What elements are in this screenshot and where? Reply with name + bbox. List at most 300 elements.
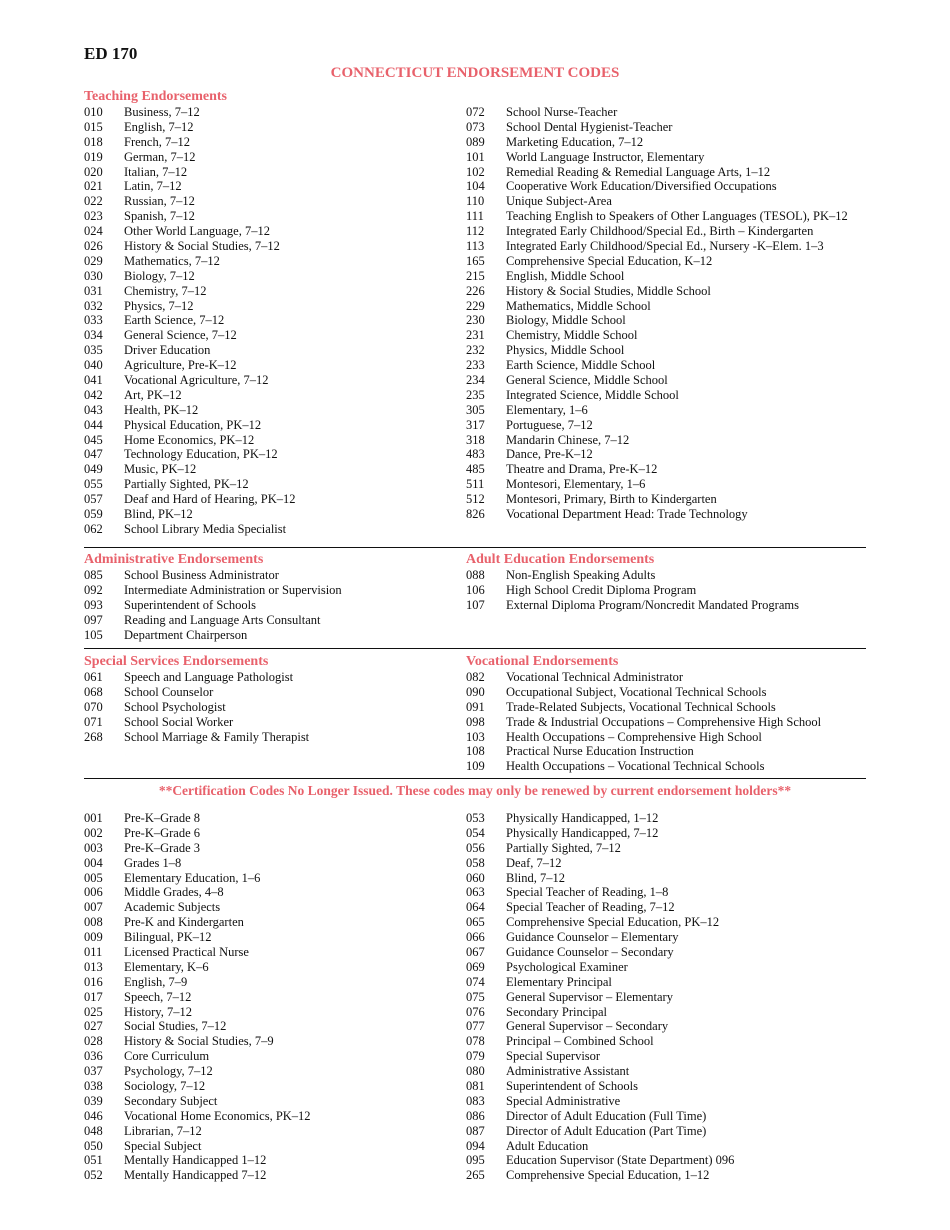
endorsement-code: 043 (84, 402, 103, 417)
endorsement-row (466, 856, 866, 871)
endorsement-row (466, 373, 866, 388)
endorsement-label: Comprehensive Special Education, 1–12 (506, 1168, 710, 1183)
endorsement-code: 071 (84, 714, 103, 729)
endorsement-label: French, 7–12 (124, 134, 190, 149)
endorsement-label: School Library Media Specialist (124, 521, 287, 536)
endorsement-label: Earth Science, Middle School (506, 358, 656, 373)
endorsement-code: 090 (466, 684, 485, 699)
endorsement-code: 067 (466, 945, 485, 960)
endorsement-row (84, 135, 454, 150)
endorsement-code: 072 (466, 105, 485, 119)
endorsement-row (84, 1139, 454, 1154)
endorsement-label: German, 7–12 (124, 149, 196, 164)
endorsement-row (466, 165, 866, 180)
endorsement-label: School Marriage & Family Therapist (124, 729, 310, 744)
adult-education-list (466, 568, 866, 613)
endorsement-row (466, 990, 866, 1005)
endorsement-code: 045 (84, 432, 103, 447)
endorsement-code: 073 (466, 119, 485, 134)
endorsement-row (466, 254, 866, 269)
endorsement-row (466, 685, 866, 700)
endorsement-code: 483 (466, 447, 485, 462)
endorsement-label: Special Subject (124, 1138, 202, 1153)
endorsement-row (84, 477, 454, 492)
endorsement-label: Special Teacher of Reading, 7–12 (506, 900, 675, 915)
endorsement-code: 022 (84, 194, 103, 209)
endorsement-row (84, 1079, 454, 1094)
endorsement-label: General Science, Middle School (506, 373, 668, 388)
endorsement-code: 265 (466, 1168, 485, 1183)
endorsement-code: 085 (84, 568, 103, 582)
endorsement-code: 025 (84, 1004, 103, 1019)
endorsement-code: 046 (84, 1108, 103, 1123)
endorsement-code: 231 (466, 328, 485, 343)
endorsement-label: Music, PK–12 (124, 462, 197, 477)
endorsement-code: 069 (466, 959, 485, 974)
endorsement-label: Business, 7–12 (124, 105, 200, 119)
endorsement-code: 080 (466, 1064, 485, 1079)
endorsement-code: 070 (84, 699, 103, 714)
endorsement-label: Vocational Technical Administrator (506, 670, 684, 684)
endorsement-row (466, 269, 866, 284)
no-longer-issued-left-column (84, 811, 454, 1183)
endorsement-label: Special Teacher of Reading, 1–8 (506, 885, 669, 900)
endorsement-label: Guidance Counselor – Secondary (506, 945, 674, 960)
no-longer-issued-left-list (84, 811, 454, 1183)
endorsement-code: 108 (466, 744, 485, 759)
endorsement-code: 007 (84, 900, 103, 915)
endorsement-row (466, 1094, 866, 1109)
endorsement-code: 226 (466, 283, 485, 298)
endorsement-row (466, 945, 866, 960)
endorsement-code: 075 (466, 989, 485, 1004)
endorsement-label: Vocational Agriculture, 7–12 (124, 373, 269, 388)
endorsement-row (84, 150, 454, 165)
divider (84, 547, 866, 548)
section-title-teaching: Teaching Endorsements (84, 89, 228, 104)
endorsement-label: Middle Grades, 4–8 (124, 885, 224, 900)
endorsement-row (466, 462, 866, 477)
endorsement-label: Guidance Counselor – Elementary (506, 930, 679, 945)
section-title-administrative: Administrative Endorsements (84, 552, 264, 567)
endorsement-label: Reading and Language Arts Consultant (124, 612, 321, 627)
endorsement-code: 109 (466, 759, 485, 774)
endorsement-label: Pre-K–Grade 6 (124, 825, 201, 840)
endorsement-code: 002 (84, 825, 103, 840)
endorsement-row (466, 105, 866, 120)
endorsement-label: History & Social Studies, 7–12 (124, 239, 280, 254)
endorsement-code: 102 (466, 164, 485, 179)
endorsement-code: 034 (84, 328, 103, 343)
section-title-vocational: Vocational Endorsements (466, 654, 619, 669)
endorsement-code: 106 (466, 582, 485, 597)
endorsement-code: 103 (466, 729, 485, 744)
endorsement-row (466, 284, 866, 299)
endorsement-row (84, 841, 454, 856)
endorsement-row (466, 135, 866, 150)
endorsement-code: 110 (466, 194, 485, 209)
endorsement-row (466, 1079, 866, 1094)
endorsement-row (84, 1094, 454, 1109)
endorsement-label: Physics, 7–12 (124, 298, 194, 313)
endorsement-row (84, 1019, 454, 1034)
endorsement-code: 042 (84, 387, 103, 402)
endorsement-label: Pre-K–Grade 8 (124, 811, 201, 825)
endorsement-label: School Psychologist (124, 699, 226, 714)
endorsement-label: Comprehensive Special Education, PK–12 (506, 915, 720, 930)
endorsement-code: 011 (84, 945, 103, 960)
endorsement-code: 010 (84, 105, 103, 119)
endorsement-label: Non-English Speaking Adults (506, 568, 656, 582)
endorsement-label: Partially Sighted, 7–12 (506, 840, 621, 855)
no-longer-issued-notice: **Certification Codes No Longer Issued. These codes may only be renewed by current endorsement holders** (158, 783, 792, 798)
endorsement-row (466, 900, 866, 915)
endorsement-label: Spanish, 7–12 (124, 209, 195, 224)
endorsement-row (466, 209, 866, 224)
endorsement-code: 056 (466, 840, 485, 855)
endorsement-code: 074 (466, 974, 485, 989)
endorsement-row (84, 730, 454, 745)
divider (84, 778, 866, 779)
vocational-column (466, 654, 866, 774)
endorsement-label: History & Social Studies, 7–9 (124, 1034, 274, 1049)
endorsement-code: 013 (84, 959, 103, 974)
endorsement-label: Academic Subjects (124, 900, 221, 915)
endorsement-label: Occupational Subject, Vocational Technical Schools (506, 684, 767, 699)
endorsement-label: Vocational Home Economics, PK–12 (124, 1108, 311, 1123)
divider (84, 648, 866, 649)
endorsement-code: 064 (466, 900, 485, 915)
endorsement-label: School Counselor (124, 684, 214, 699)
endorsement-code: 095 (466, 1153, 485, 1168)
endorsement-label: Unique Subject-Area (506, 194, 612, 209)
endorsement-code: 101 (466, 149, 485, 164)
endorsement-code: 511 (466, 477, 485, 492)
endorsement-label: Trade & Industrial Occupations – Comprehensive High School (506, 714, 822, 729)
endorsement-code: 029 (84, 253, 103, 268)
endorsement-row (466, 1109, 866, 1124)
endorsement-label: Social Studies, 7–12 (124, 1019, 227, 1034)
endorsement-code: 018 (84, 134, 103, 149)
endorsement-row (466, 1139, 866, 1154)
endorsement-row (466, 975, 866, 990)
endorsement-row (84, 856, 454, 871)
endorsement-code: 512 (466, 492, 485, 507)
endorsement-label: Blind, PK–12 (124, 507, 193, 522)
endorsement-code: 079 (466, 1049, 485, 1064)
endorsement-code: 031 (84, 283, 103, 298)
endorsement-label: Earth Science, 7–12 (124, 313, 225, 328)
endorsement-row (84, 715, 454, 730)
endorsement-label: Driver Education (124, 343, 211, 358)
endorsement-label: Pre-K and Kindergarten (124, 915, 244, 930)
endorsement-code: 083 (466, 1093, 485, 1108)
endorsement-label: General Supervisor – Secondary (506, 1019, 669, 1034)
endorsement-code: 054 (466, 825, 485, 840)
endorsement-code: 021 (84, 179, 103, 194)
endorsement-label: Dance, Pre-K–12 (506, 447, 593, 462)
endorsement-row (466, 583, 866, 598)
endorsement-row (466, 224, 866, 239)
endorsement-row (466, 700, 866, 715)
teaching-left-list (84, 105, 454, 537)
endorsement-label: Agriculture, Pre-K–12 (124, 358, 237, 373)
endorsement-code: 234 (466, 373, 485, 388)
section-title-adult-education: Adult Education Endorsements (466, 552, 655, 567)
endorsement-code: 049 (84, 462, 103, 477)
endorsement-code: 105 (84, 627, 103, 642)
endorsement-label: School Social Worker (124, 714, 234, 729)
endorsement-row (466, 670, 866, 685)
page-title: CONNECTICUT ENDORSEMENT CODES (330, 65, 620, 81)
endorsement-label: Practical Nurse Education Instruction (506, 744, 694, 759)
endorsement-row (84, 179, 454, 194)
endorsement-row (84, 885, 454, 900)
endorsement-row (84, 462, 454, 477)
endorsement-row (466, 1005, 866, 1020)
endorsement-row (466, 1168, 866, 1183)
endorsement-code: 026 (84, 239, 103, 254)
endorsement-label: Elementary, K–6 (124, 959, 209, 974)
endorsement-row (466, 1124, 866, 1139)
endorsement-code: 268 (84, 729, 103, 744)
endorsement-code: 030 (84, 268, 103, 283)
endorsement-row (84, 328, 454, 343)
endorsement-label: Sociology, 7–12 (124, 1079, 206, 1094)
endorsement-label: Technology Education, PK–12 (124, 447, 278, 462)
endorsement-code: 091 (466, 699, 485, 714)
special-services-column (84, 654, 454, 744)
endorsement-label: Remedial Reading & Remedial Language Arts, 1–12 (506, 164, 771, 179)
endorsement-label: Marketing Education, 7–12 (506, 134, 644, 149)
endorsement-row (84, 1168, 454, 1183)
endorsement-code: 229 (466, 298, 485, 313)
endorsement-label: Secondary Principal (506, 1004, 608, 1019)
endorsement-label: Superintendent of Schools (124, 597, 256, 612)
endorsement-code: 061 (84, 670, 103, 684)
endorsement-row (84, 583, 454, 598)
special-services-list (84, 670, 454, 744)
endorsement-code: 008 (84, 915, 103, 930)
endorsement-row (84, 373, 454, 388)
no-longer-issued-right-column (466, 811, 866, 1183)
endorsement-row (84, 871, 454, 886)
endorsement-code: 006 (84, 885, 103, 900)
endorsement-label: World Language Instructor, Elementary (506, 149, 705, 164)
endorsement-code: 093 (84, 597, 103, 612)
endorsement-label: School Dental Hygienist-Teacher (506, 119, 673, 134)
endorsement-code: 052 (84, 1168, 103, 1183)
endorsement-code: 104 (466, 179, 485, 194)
no-longer-issued-right-list (466, 811, 866, 1183)
endorsement-code: 044 (84, 417, 103, 432)
endorsement-code: 055 (84, 477, 103, 492)
endorsement-code: 086 (466, 1108, 485, 1123)
endorsement-label: Superintendent of Schools (506, 1079, 638, 1094)
endorsement-row (84, 915, 454, 930)
endorsement-label: Mentally Handicapped 1–12 (124, 1153, 267, 1168)
endorsement-row (466, 403, 866, 418)
endorsement-label: Mathematics, 7–12 (124, 253, 220, 268)
endorsement-label: Cooperative Work Education/Diversified Occupations (506, 179, 777, 194)
endorsement-label: High School Credit Diploma Program (506, 582, 697, 597)
endorsement-row (84, 975, 454, 990)
endorsement-code: 048 (84, 1123, 103, 1138)
endorsement-row (466, 313, 866, 328)
endorsement-row (84, 269, 454, 284)
administrative-column (84, 552, 454, 642)
endorsement-label: Grades 1–8 (124, 855, 182, 870)
endorsement-row (84, 447, 454, 462)
endorsement-row (466, 568, 866, 583)
endorsement-label: Partially Sighted, PK–12 (124, 477, 249, 492)
endorsement-row (466, 1153, 866, 1168)
endorsement-row (466, 730, 866, 745)
endorsement-label: Principal – Combined School (506, 1034, 654, 1049)
endorsement-code: 233 (466, 358, 485, 373)
endorsement-label: Intermediate Administration or Supervision (124, 582, 342, 597)
endorsement-code: 235 (466, 387, 485, 402)
endorsement-row (466, 179, 866, 194)
endorsement-code: 092 (84, 582, 103, 597)
endorsement-code: 215 (466, 268, 485, 283)
endorsement-label: Bilingual, PK–12 (124, 930, 212, 945)
endorsement-label: Russian, 7–12 (124, 194, 195, 209)
endorsement-row (84, 613, 454, 628)
endorsement-label: Health Occupations – Vocational Technical Schools (506, 759, 765, 774)
endorsement-label: Vocational Department Head: Trade Technology (506, 507, 748, 522)
endorsement-code: 009 (84, 930, 103, 945)
endorsement-code: 065 (466, 915, 485, 930)
endorsement-row (84, 990, 454, 1005)
endorsement-label: Psychological Examiner (506, 959, 628, 974)
endorsement-label: Health, PK–12 (124, 402, 199, 417)
endorsement-code: 019 (84, 149, 103, 164)
endorsement-row (466, 841, 866, 856)
endorsement-code: 165 (466, 253, 485, 268)
endorsement-code: 088 (466, 568, 485, 582)
endorsement-code: 098 (466, 714, 485, 729)
endorsement-code: 062 (84, 521, 103, 536)
endorsement-row (84, 568, 454, 583)
vocational-list (466, 670, 866, 774)
endorsement-row (84, 313, 454, 328)
endorsement-code: 081 (466, 1079, 485, 1094)
endorsement-label: Chemistry, 7–12 (124, 283, 207, 298)
endorsement-label: Elementary, 1–6 (506, 402, 588, 417)
endorsement-label: Librarian, 7–12 (124, 1123, 202, 1138)
endorsement-code: 023 (84, 209, 103, 224)
endorsement-code: 059 (84, 507, 103, 522)
endorsement-label: Biology, Middle School (506, 313, 626, 328)
endorsement-row (466, 1019, 866, 1034)
endorsement-label: Physically Handicapped, 1–12 (506, 811, 659, 825)
endorsement-label: Teaching English to Speakers of Other Languages (TESOL), PK–12 (506, 209, 848, 224)
endorsement-row (84, 1109, 454, 1124)
endorsement-label: English, Middle School (506, 268, 625, 283)
endorsement-row (84, 930, 454, 945)
endorsement-label: English, 7–12 (124, 119, 194, 134)
endorsement-code: 001 (84, 811, 103, 825)
section-title-special-services: Special Services Endorsements (84, 654, 269, 669)
form-id: ED 170 (84, 44, 138, 63)
endorsement-label: Montesori, Primary, Birth to Kindergarten (506, 492, 717, 507)
endorsement-code: 318 (466, 432, 485, 447)
administrative-list (84, 568, 454, 642)
endorsement-code: 035 (84, 343, 103, 358)
endorsement-code: 036 (84, 1049, 103, 1064)
endorsement-label: Integrated Early Childhood/Special Ed., Nursery -K–Elem. 1–3 (506, 239, 824, 254)
endorsement-code: 230 (466, 313, 485, 328)
endorsement-label: Psychology, 7–12 (124, 1064, 213, 1079)
endorsement-row (466, 826, 866, 841)
endorsement-code: 082 (466, 670, 485, 684)
endorsement-row (84, 105, 454, 120)
endorsement-label: Special Administrative (506, 1093, 621, 1108)
endorsement-label: Italian, 7–12 (124, 164, 188, 179)
endorsement-code: 050 (84, 1138, 103, 1153)
endorsement-row (84, 700, 454, 715)
endorsement-row (84, 811, 454, 826)
endorsement-row (84, 388, 454, 403)
endorsement-label: Portuguese, 7–12 (506, 417, 593, 432)
endorsement-row (84, 1034, 454, 1049)
endorsement-label: Core Curriculum (124, 1049, 210, 1064)
endorsement-row (84, 120, 454, 135)
endorsement-code: 058 (466, 855, 485, 870)
endorsement-label: Director of Adult Education (Full Time) (506, 1108, 707, 1123)
endorsement-label: Art, PK–12 (124, 387, 182, 402)
endorsement-code: 485 (466, 462, 485, 477)
endorsement-row (84, 900, 454, 915)
endorsement-label: Mandarin Chinese, 7–12 (506, 432, 630, 447)
endorsement-label: History & Social Studies, Middle School (506, 283, 711, 298)
endorsement-code: 003 (84, 840, 103, 855)
endorsement-label: Adult Education (506, 1138, 589, 1153)
endorsement-label: Pre-K–Grade 3 (124, 840, 201, 855)
endorsement-label: Director of Adult Education (Part Time) (506, 1123, 707, 1138)
teaching-right-column (466, 105, 866, 522)
endorsement-row (466, 744, 866, 759)
endorsement-code: 047 (84, 447, 103, 462)
endorsement-label: Physically Handicapped, 7–12 (506, 825, 659, 840)
endorsement-code: 078 (466, 1034, 485, 1049)
endorsement-label: Health Occupations – Comprehensive High School (506, 729, 762, 744)
endorsement-code: 826 (466, 507, 485, 522)
endorsement-label: Theatre and Drama, Pre-K–12 (506, 462, 658, 477)
endorsement-label: Education Supervisor (State Department) 096 (506, 1153, 735, 1168)
endorsement-label: External Diploma Program/Noncredit Mandated Programs (506, 597, 799, 612)
endorsement-label: General Science, 7–12 (124, 328, 237, 343)
endorsement-label: Speech, 7–12 (124, 989, 192, 1004)
endorsement-code: 038 (84, 1079, 103, 1094)
endorsement-code: 066 (466, 930, 485, 945)
endorsement-label: Elementary Principal (506, 974, 612, 989)
endorsement-label: History, 7–12 (124, 1004, 192, 1019)
endorsement-row (84, 1049, 454, 1064)
endorsement-label: Department Chairperson (124, 627, 248, 642)
endorsement-row (466, 492, 866, 507)
endorsement-row (84, 1064, 454, 1079)
endorsement-row (84, 254, 454, 269)
endorsement-row (84, 628, 454, 643)
endorsement-code: 004 (84, 855, 103, 870)
endorsement-label: Other World Language, 7–12 (124, 224, 270, 239)
endorsement-row (84, 299, 454, 314)
endorsement-code: 028 (84, 1034, 103, 1049)
endorsement-row (84, 403, 454, 418)
endorsement-label: Chemistry, Middle School (506, 328, 638, 343)
